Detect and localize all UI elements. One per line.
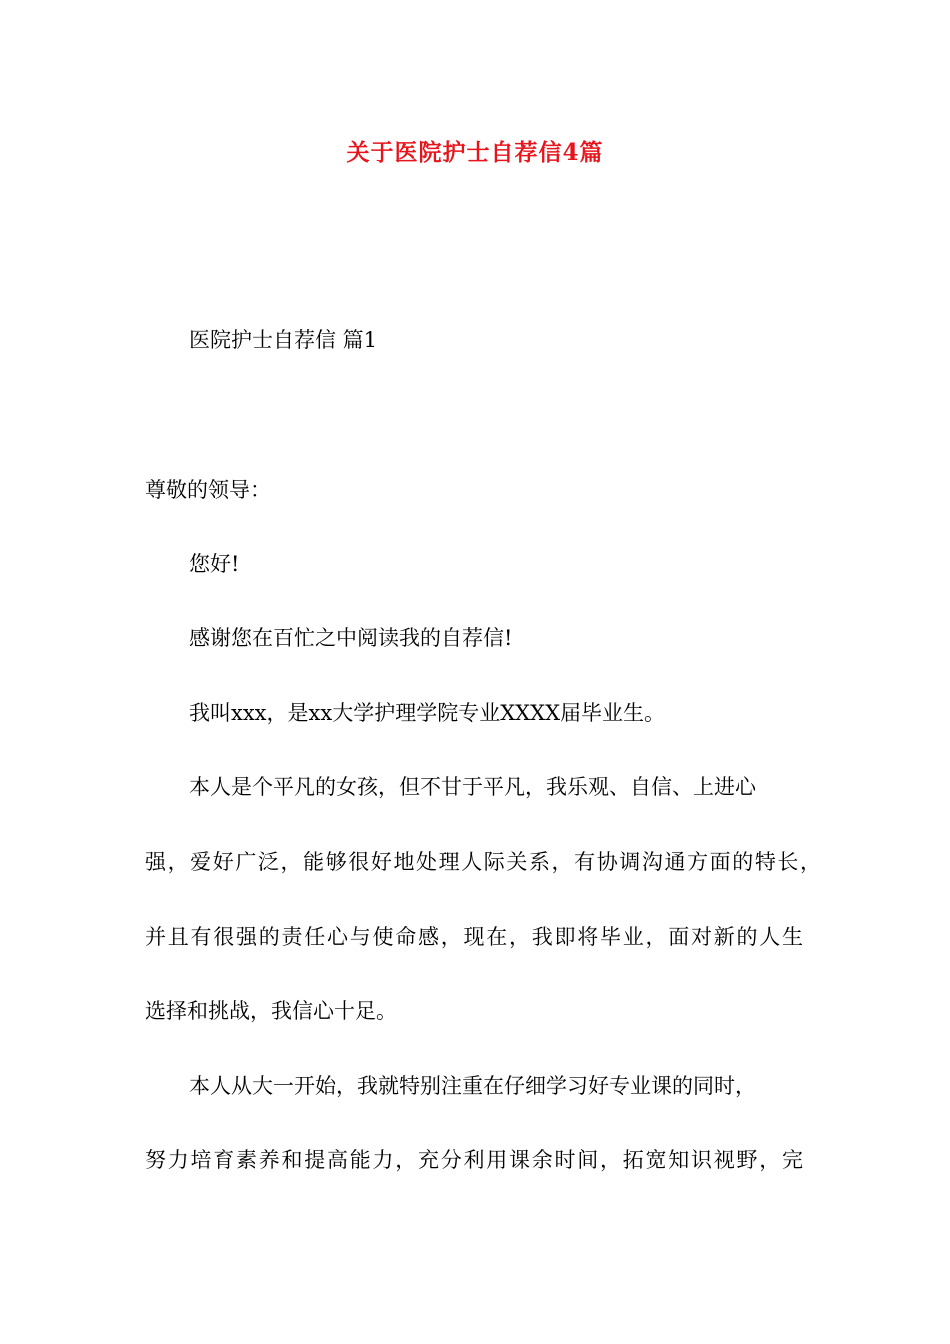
paragraph-line-5: 并且有很强的责任心与使命感，现在，我即将毕业，面对新的人生 xyxy=(145,925,803,949)
section-heading: 医院护士自荐信 篇1 xyxy=(189,328,378,352)
greeting: 您好! xyxy=(189,552,240,576)
paragraph-line-6: 选择和挑战，我信心十足。 xyxy=(145,999,397,1023)
paragraph-line-7: 本人从大一开始，我就特别注重在仔细学习好专业课的同时， xyxy=(189,1074,756,1098)
paragraph-line-8: 努力培育素养和提高能力，充分利用课余时间，拓宽知识视野，完 xyxy=(145,1148,803,1172)
paragraph-line-2: 我叫xxx，是xx大学护理学院专业XXXX届毕业生。 xyxy=(189,701,666,725)
paragraph-line-1: 感谢您在百忙之中阅读我的自荐信! xyxy=(189,626,513,650)
paragraph-line-4: 强，爱好广泛，能够很好地处理人际关系，有协调沟通方面的特长， xyxy=(145,850,821,874)
document-title: 关于医院护士自荐信4篇 xyxy=(346,139,604,166)
salutation: 尊敬的领导： xyxy=(145,478,271,502)
paragraph-line-3: 本人是个平凡的女孩，但不甘于平凡，我乐观、自信、上进心 xyxy=(189,775,756,799)
